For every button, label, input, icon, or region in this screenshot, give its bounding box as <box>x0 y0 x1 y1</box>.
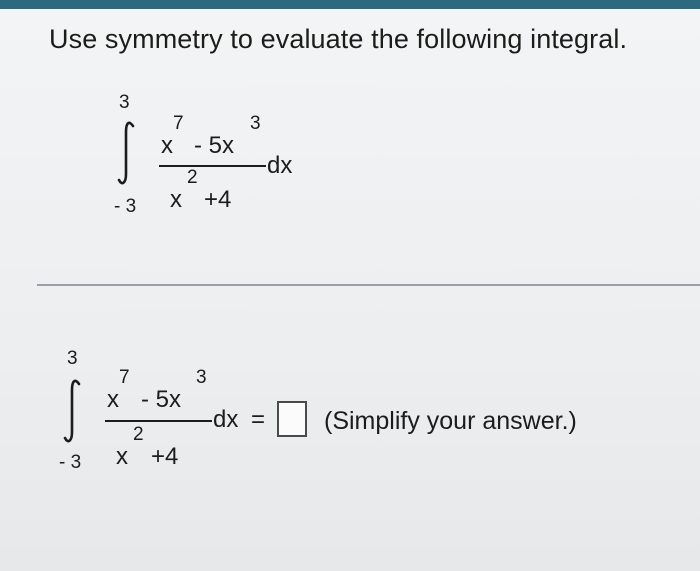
numerator-exponent-7: 7 <box>119 367 130 388</box>
denominator-exponent-2: 2 <box>187 167 198 188</box>
lower-limit: - 3 <box>114 196 137 217</box>
answer-input-box[interactable] <box>277 401 307 437</box>
numerator-exponent-3: 3 <box>250 113 261 134</box>
upper-limit: 3 <box>67 348 78 369</box>
numerator-x: x <box>161 132 173 159</box>
integral-sign-icon <box>116 120 138 186</box>
equals-sign: = <box>251 406 266 433</box>
numerator-term: - 5x <box>194 132 235 159</box>
denominator-term: +4 <box>151 443 179 470</box>
fraction-bar <box>105 420 212 422</box>
question-panel <box>0 9 700 571</box>
lower-limit: - 3 <box>59 452 82 473</box>
denominator-exponent-2: 2 <box>133 424 144 445</box>
simplify-hint: (Simplify your answer.) <box>324 407 577 435</box>
numerator-exponent-3: 3 <box>196 367 207 388</box>
denominator-x: x <box>116 443 128 470</box>
numerator-x: x <box>107 386 119 413</box>
denominator-x: x <box>170 186 182 213</box>
differential: dx <box>267 152 293 179</box>
denominator-term: +4 <box>204 186 232 213</box>
question-prompt: Use symmetry to evaluate the following integral. <box>49 24 628 54</box>
integral-sign-icon <box>62 378 84 444</box>
differential: dx <box>213 406 239 433</box>
upper-limit: 3 <box>119 92 130 113</box>
top-accent-bar <box>0 0 700 9</box>
numerator-term: - 5x <box>141 386 182 413</box>
numerator-exponent-7: 7 <box>173 113 184 134</box>
fraction-bar <box>159 165 266 167</box>
section-divider <box>37 284 700 286</box>
